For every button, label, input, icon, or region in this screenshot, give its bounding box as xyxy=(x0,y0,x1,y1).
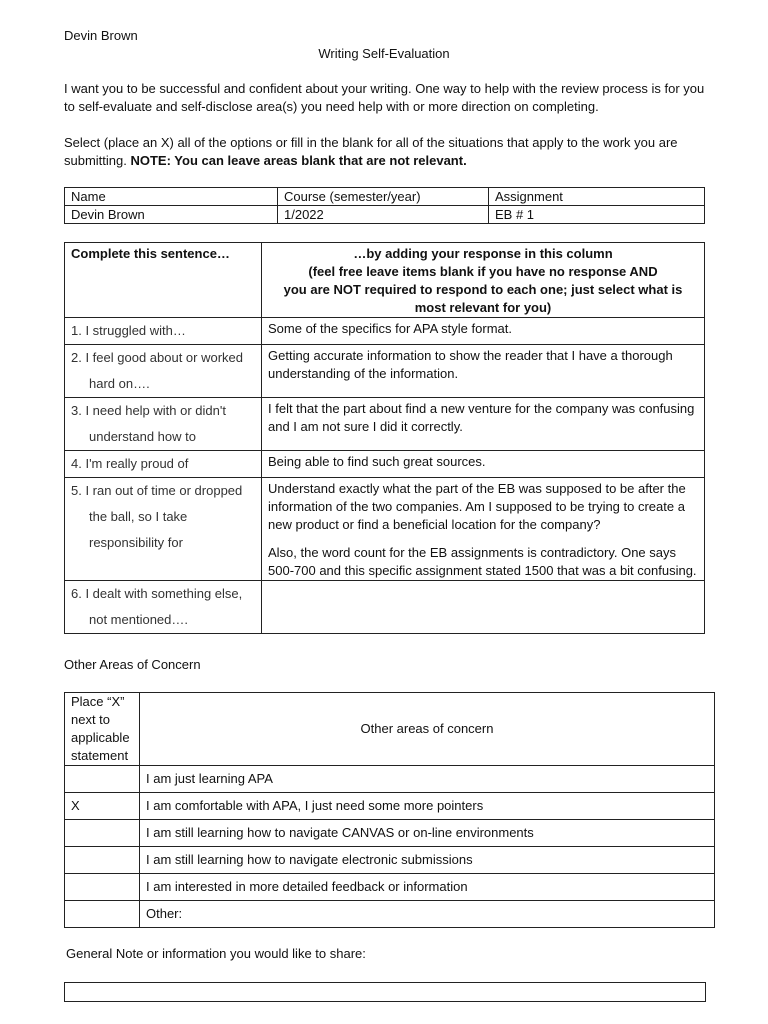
table-row xyxy=(65,318,705,345)
other-header-row xyxy=(65,693,715,766)
prompt-line: 6. I dealt with something else, xyxy=(71,586,243,601)
course-header: Course (semester/year) xyxy=(278,188,489,206)
statement-cell[interactable]: Other: xyxy=(140,901,715,928)
other-areas-title: Other Areas of Concern xyxy=(64,657,201,672)
info-header-row xyxy=(65,188,705,206)
mark-cell[interactable] xyxy=(65,766,140,793)
table-row xyxy=(65,820,715,847)
prompt-line: 3. I need help with or didn't xyxy=(71,403,226,418)
response-header-line-3: you are NOT required to respond to each one; just select what is most relevant for you) xyxy=(283,282,683,315)
response-cell[interactable] xyxy=(262,478,705,581)
response-paragraph: Understand exactly what the part of the EB was supposed to be after the information of the two companies. Am I supposed to be trying to create a new product or find a beneficial location for the company? xyxy=(268,481,686,532)
instructions-text: Select (place an X) all of the options or fill in the blank for all of the situations that apply to the work you are submitting. xyxy=(64,135,678,168)
response-cell[interactable]: Some of the specifics for APA style format. xyxy=(262,318,705,345)
page-title: Writing Self-Evaluation xyxy=(318,46,450,61)
response-cell[interactable]: I felt that the part about find a new venture for the company was confusing and I am not sure I did it correctly. xyxy=(262,398,705,451)
mark-cell[interactable]: X xyxy=(65,793,140,820)
prompt-line-continued: responsibility for xyxy=(89,535,183,550)
statement-cell: I am comfortable with APA, I just need some more pointers xyxy=(140,793,715,820)
response-cell[interactable]: Being able to find such great sources. xyxy=(262,451,705,478)
sentence-prompt xyxy=(65,478,262,581)
general-note-label: General Note or information you would like to share: xyxy=(66,946,366,961)
prompt-line-continued: the ball, so I take xyxy=(89,509,188,524)
assignment-header: Assignment xyxy=(489,188,705,206)
table-row xyxy=(65,478,705,581)
table-row xyxy=(65,793,715,820)
response-header xyxy=(262,243,705,318)
sentence-prompt xyxy=(65,318,262,345)
info-value-row xyxy=(65,206,705,224)
other-areas-table xyxy=(64,692,715,928)
response-header-line-1: …by adding your response in this column xyxy=(353,246,613,261)
prompt-line: 2. I feel good about or worked xyxy=(71,350,244,365)
course-value[interactable]: 1/2022 xyxy=(278,206,489,224)
mark-column-header: Place “X” next to applicable statement xyxy=(65,693,140,766)
prompt-line: 1. I struggled with… xyxy=(71,323,186,338)
main-header-row xyxy=(65,243,705,318)
name-header: Name xyxy=(65,188,278,206)
table-row xyxy=(65,398,705,451)
statement-cell: I am still learning how to navigate CANVAS or on-line environments xyxy=(140,820,715,847)
response-paragraph: Also, the word count for the EB assignments is contradictory. One says 500-700 and this specific assignment stated 1500 that was a bit confusing. xyxy=(268,545,697,578)
mark-cell[interactable] xyxy=(65,820,140,847)
mark-cell[interactable] xyxy=(65,901,140,928)
response-header-line-2: (feel free leave items blank if you have no response AND xyxy=(308,264,658,279)
statement-cell: I am interested in more detailed feedback or information xyxy=(140,874,715,901)
complete-sentence-header: Complete this sentence… xyxy=(65,243,262,318)
info-table xyxy=(64,187,705,224)
statement-column-header: Other areas of concern xyxy=(140,693,715,766)
sentence-prompt xyxy=(65,581,262,634)
self-evaluation-table xyxy=(64,242,705,634)
prompt-line-continued: understand how to xyxy=(89,429,196,444)
table-row xyxy=(65,766,715,793)
sentence-prompt xyxy=(65,451,262,478)
statement-cell: I am still learning how to navigate electronic submissions xyxy=(140,847,715,874)
table-row xyxy=(65,901,715,928)
sentence-prompt xyxy=(65,345,262,398)
table-row xyxy=(65,847,715,874)
prompt-line-continued: not mentioned…. xyxy=(89,612,189,627)
assignment-value[interactable]: EB # 1 xyxy=(489,206,705,224)
prompt-line: 5. I ran out of time or dropped xyxy=(71,483,243,498)
table-row xyxy=(65,874,715,901)
prompt-line: 4. I'm really proud of xyxy=(71,456,189,471)
instructions-paragraph xyxy=(64,134,714,170)
sentence-prompt xyxy=(65,398,262,451)
mark-cell[interactable] xyxy=(65,874,140,901)
name-value[interactable]: Devin Brown xyxy=(65,206,278,224)
general-note-field[interactable] xyxy=(64,982,706,1002)
author-name: Devin Brown xyxy=(64,28,138,43)
table-row xyxy=(65,581,705,634)
intro-paragraph: I want you to be successful and confident about your writing. One way to help with the review process is for you to self-evaluate and self-disclose area(s) you need help with or more direction on completing. xyxy=(64,81,705,114)
mark-cell[interactable] xyxy=(65,847,140,874)
statement-cell: I am just learning APA xyxy=(140,766,715,793)
prompt-line-continued: hard on…. xyxy=(89,376,150,391)
response-cell[interactable] xyxy=(262,581,705,634)
table-row xyxy=(65,451,705,478)
table-row xyxy=(65,345,705,398)
instructions-note: NOTE: You can leave areas blank that are not relevant. xyxy=(130,153,467,168)
response-cell[interactable]: Getting accurate information to show the reader that I have a thorough understanding of the information. xyxy=(262,345,705,398)
